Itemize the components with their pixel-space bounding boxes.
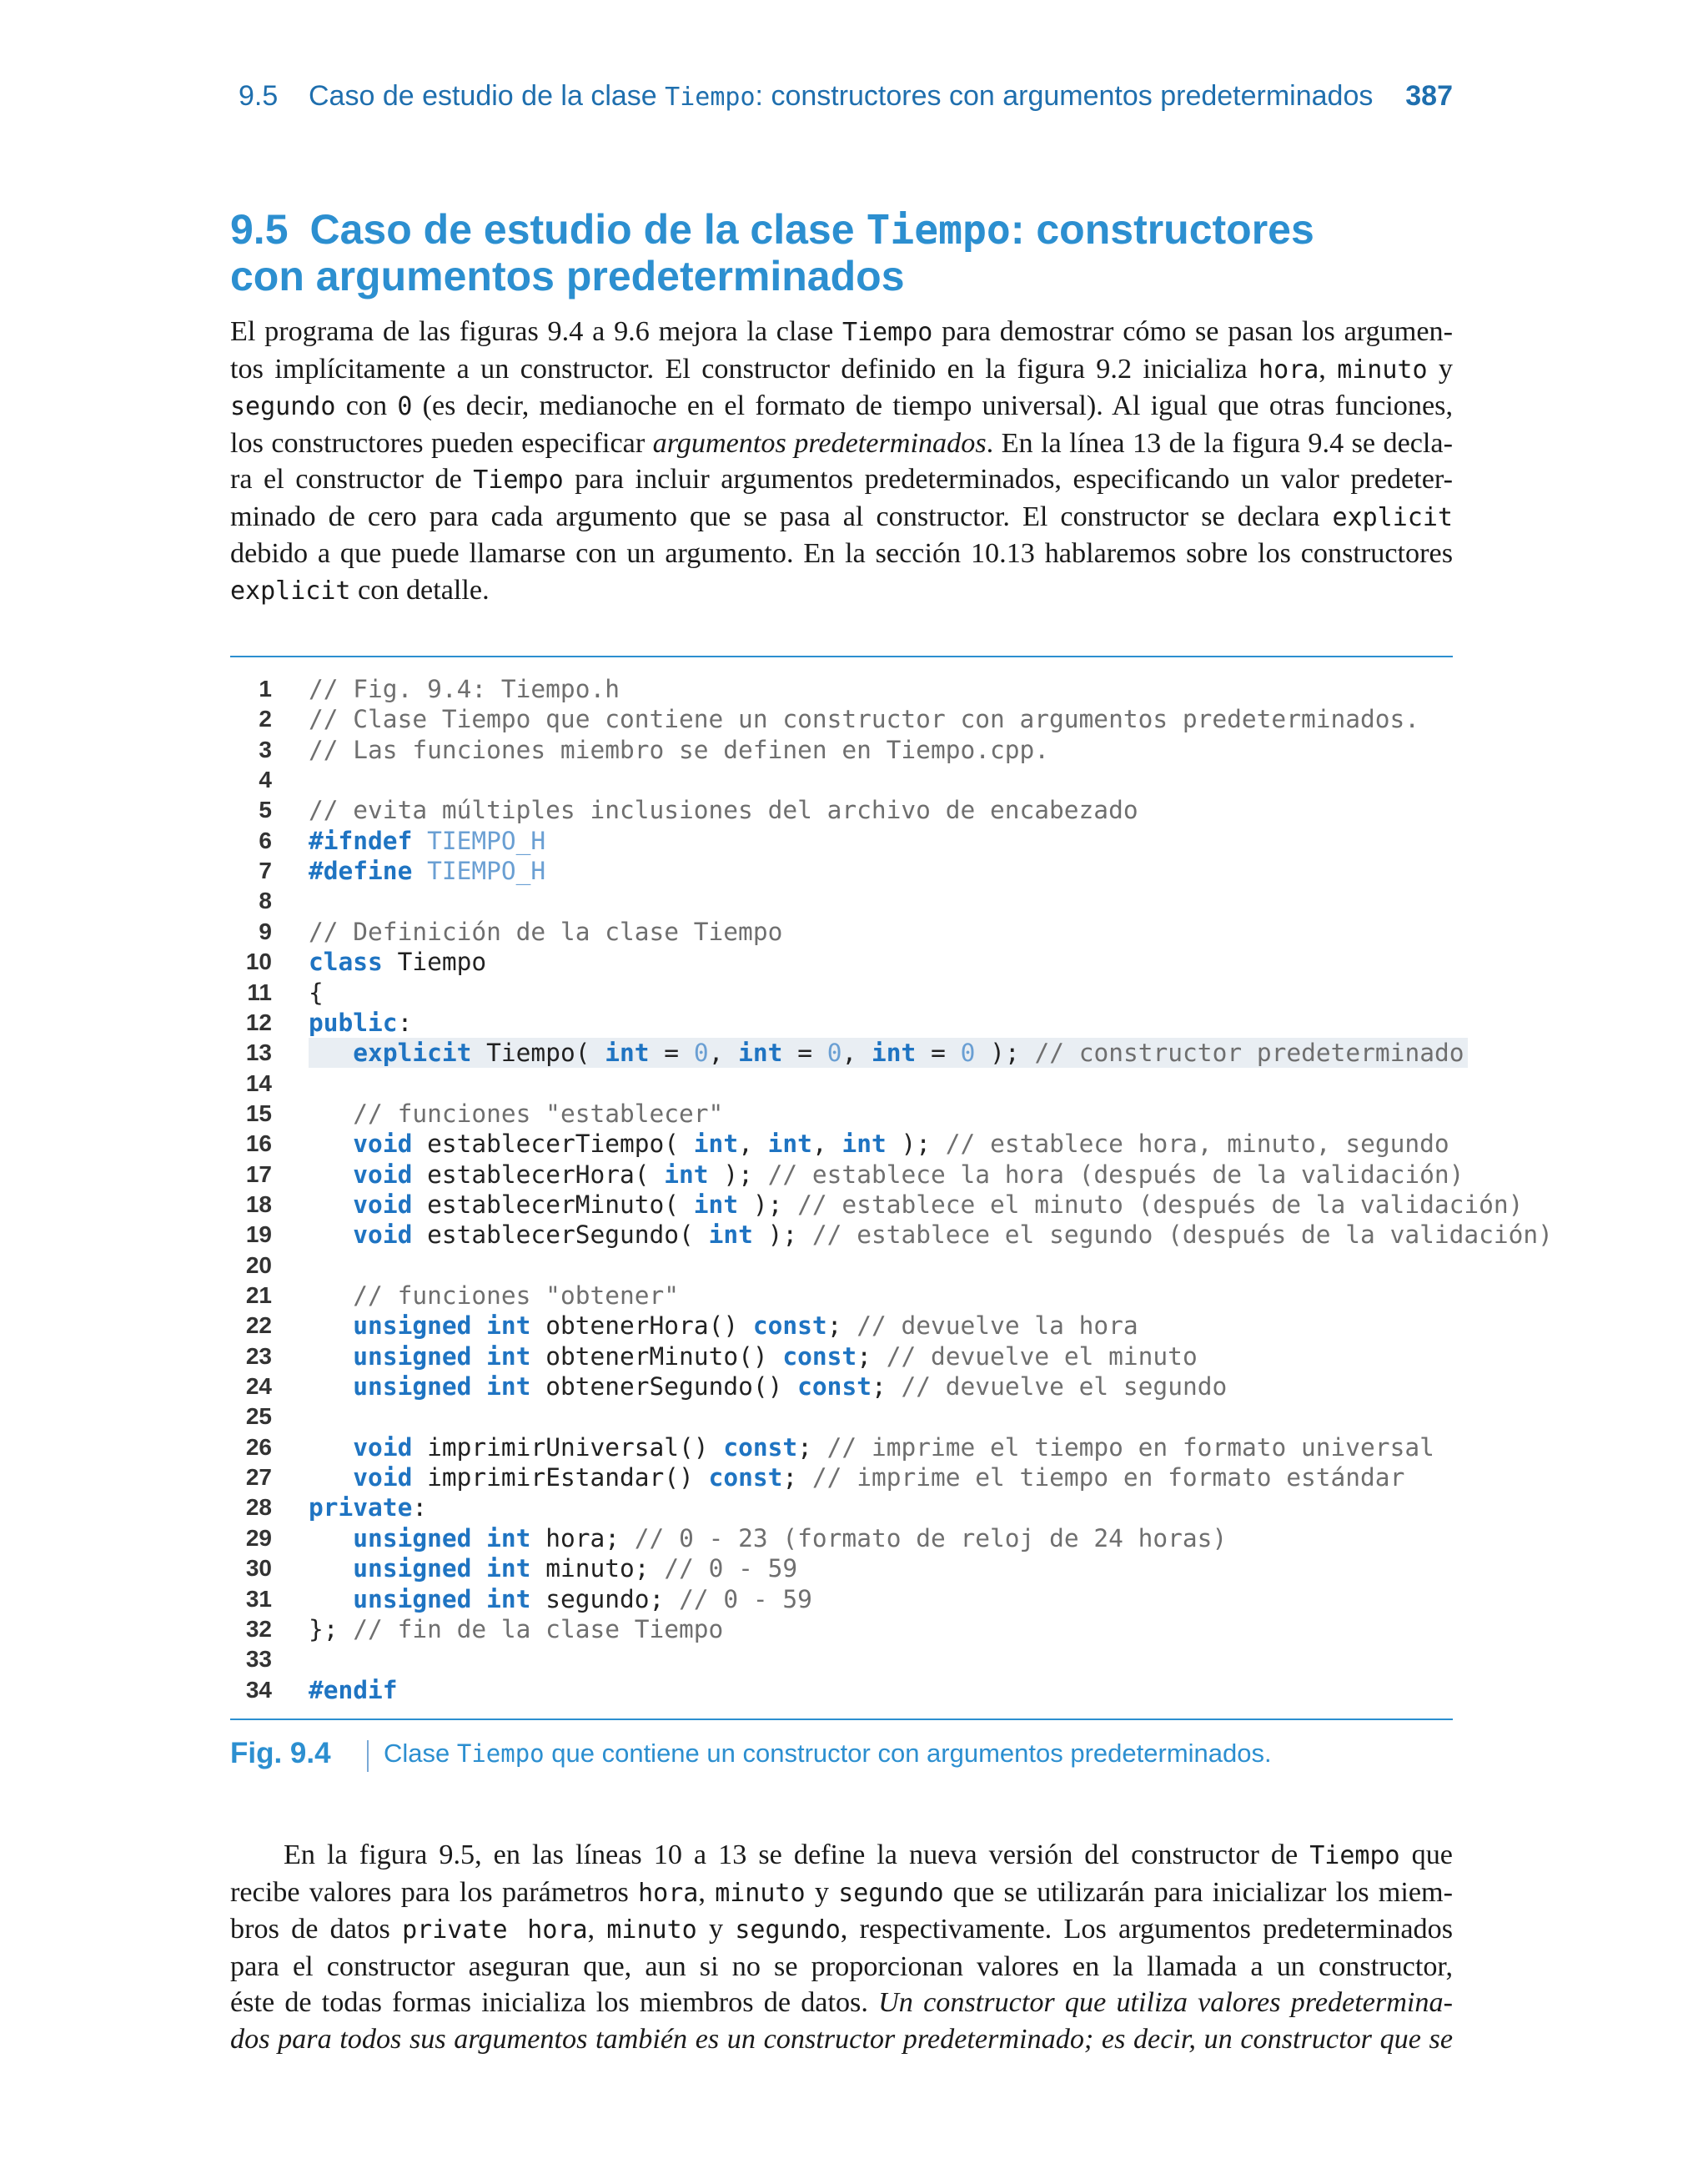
line-number: 20	[245, 1251, 272, 1278]
line-number: 30	[245, 1555, 272, 1582]
code-text: // evita múltiples inclusiones del archivo de encabezado	[309, 796, 1138, 825]
paragraph-line	[230, 314, 1453, 351]
line-number: 9	[259, 918, 272, 944]
code-text: class Tiempo	[309, 948, 487, 977]
inline-code: Tiempo	[841, 318, 933, 347]
inline-code: explicit	[230, 576, 351, 606]
text: ra el constructor de	[230, 464, 474, 495]
paragraph-line	[230, 1837, 1453, 1875]
paragraph-line	[230, 425, 1453, 462]
line-number: 16	[245, 1130, 272, 1157]
inline-code: Tiempo	[473, 465, 564, 495]
text: que	[1399, 1839, 1453, 1870]
line-number: 31	[245, 1585, 272, 1612]
figure-top-rule	[230, 656, 1453, 657]
line-number: 13	[245, 1039, 272, 1066]
text: con	[335, 390, 398, 421]
running-header-title-text-end: : constructores con argumentos predeterminados	[755, 80, 1374, 112]
running-header	[239, 80, 1453, 122]
figure-bottom-rule	[230, 1719, 1453, 1720]
text: ,	[587, 1914, 607, 1945]
text: y	[805, 1876, 839, 1908]
code-text: private:	[309, 1493, 428, 1522]
line-number: 32	[245, 1615, 272, 1642]
text: , respectivamente. Los argumentos predeterminados	[840, 1914, 1453, 1945]
text: . En la línea 13 de la figura 9.4 se decla-	[986, 427, 1453, 459]
inline-code: segundo	[838, 1878, 944, 1908]
inline-code: Tiempo	[456, 1739, 545, 1768]
text: ,	[1319, 353, 1338, 385]
code-text: void imprimirEstandar() const; // imprime el tiempo en formato estándar	[353, 1463, 1405, 1492]
inline-code: minuto	[715, 1878, 806, 1908]
text: minado de cero para cada argumento que se pasa al constructor. El constructor se declara	[230, 501, 1333, 532]
paragraph-line	[230, 461, 1453, 499]
code-text: // Definición de la clase Tiempo	[309, 917, 783, 946]
intro-paragraph	[230, 314, 1453, 609]
code-text: #ifndef TIEMPO_H	[309, 826, 546, 855]
paragraph-line	[230, 1985, 1453, 2021]
code-text: #endif	[309, 1675, 398, 1704]
inline-code: minuto	[606, 1915, 697, 1945]
caption-text	[384, 1739, 1272, 1769]
code-text: explicit Tiempo( int = 0, int = 0, int = 0 ); // constructor predeterminado	[309, 1038, 1468, 1068]
text: con detalle.	[350, 574, 490, 606]
emphasis: argumentos predeterminados	[652, 427, 987, 459]
text: recibe valores para los parámetros	[230, 1876, 639, 1908]
section-title-line-1	[230, 207, 1481, 254]
line-number: 23	[245, 1342, 272, 1369]
code-text: #define TIEMPO_H	[309, 857, 546, 886]
line-number: 28	[245, 1494, 272, 1521]
inline-code: segundo	[735, 1915, 841, 1945]
emphasis: Un constructor que utiliza valores predetermina-	[878, 1987, 1453, 2018]
inline-code: hora	[638, 1878, 699, 1908]
line-number: 18	[245, 1190, 272, 1217]
code-text: unsigned int obtenerHora() const; // devuelve la hora	[353, 1311, 1138, 1341]
line-number: 24	[245, 1373, 272, 1400]
paragraph-line: para el constructor aseguran que, aun si no se proporcionan valores en la llamada a un constructor,	[230, 1950, 1453, 1982]
line-number: 1	[259, 676, 272, 702]
paragraph-line	[230, 1875, 1453, 1912]
code-text: unsigned int obtenerMinuto() const; // devuelve el minuto	[353, 1341, 1198, 1371]
text: El programa de las figuras 9.4 a 9.6 mejora la clase	[230, 316, 842, 347]
line-number: 10	[245, 949, 272, 975]
line-number: 6	[259, 827, 272, 853]
code-text: void establecerHora( int ); // establece la hora (después de la validación)	[353, 1160, 1464, 1189]
line-number: 11	[247, 979, 272, 1005]
inline-code: segundo	[230, 392, 336, 421]
page-number: 387	[1405, 80, 1453, 112]
text: que contiene un constructor con argumentos predeterminados.	[544, 1739, 1272, 1768]
line-number: 3	[259, 736, 272, 762]
line-number: 19	[245, 1221, 272, 1248]
code-text: // Fig. 9.4: Tiempo.h	[309, 675, 620, 703]
inline-code: Tiempo	[1309, 1841, 1400, 1870]
line-number: 27	[245, 1464, 272, 1491]
paragraph-line: debido a que puede llamarse con un argumento. En la sección 10.13 hablaremos sobre los constructores	[230, 538, 1453, 569]
text: tos implícitamente a un constructor. El constructor definido en la figura 9.2 inicializa	[230, 353, 1259, 385]
code-text: // funciones "obtener"	[353, 1281, 680, 1310]
paragraph-line	[230, 572, 1453, 610]
line-number: 22	[245, 1312, 272, 1339]
figure-caption	[230, 1737, 1453, 1777]
line-number: 17	[245, 1160, 272, 1187]
emphasis: dos para todos sus argumentos también es un constructor predeterminado; es decir, un constructor que se	[230, 2023, 1453, 2055]
code-text: }; // fin de la clase Tiempo	[309, 1614, 724, 1643]
text: y	[1427, 353, 1454, 385]
code-text: unsigned int obtenerSegundo() const; // devuelve el segundo	[353, 1372, 1228, 1402]
code-text: void imprimirUniversal() const; // imprime el tiempo en formato universal	[353, 1432, 1434, 1462]
inline-code: minuto	[1337, 355, 1428, 385]
inline-code: explicit	[1332, 502, 1453, 532]
line-number: 21	[245, 1282, 272, 1308]
text: En la figura 9.5, en las líneas 10 a 13 se define la nueva versión del constructor de	[284, 1839, 1310, 1870]
code-text: void establecerSegundo( int ); // establece el segundo (después de la validación)	[353, 1220, 1553, 1250]
text: para incluir argumentos predeterminados, especificando un valor predeter-	[563, 464, 1453, 495]
line-number: 33	[245, 1646, 272, 1673]
inline-code: hora	[1258, 355, 1319, 385]
text: que se utilizarán para inicializar los miem-	[943, 1876, 1454, 1908]
code-text: unsigned int hora; // 0 - 23 (formato de reloj de 24 horas)	[353, 1523, 1228, 1552]
line-number: 12	[245, 1009, 272, 1035]
paragraph-line	[230, 499, 1453, 536]
paragraph-line	[230, 351, 1453, 389]
inline-code: private hora	[402, 1915, 588, 1945]
line-number: 15	[245, 1100, 272, 1126]
section-title-code: Tiempo	[866, 207, 1011, 254]
text: Clase	[384, 1739, 457, 1768]
code-text: unsigned int segundo; // 0 - 59	[353, 1584, 812, 1613]
line-number: 4	[259, 767, 272, 793]
figure-label: Fig. 9.4	[230, 1737, 331, 1769]
paragraph-line	[230, 388, 1453, 425]
running-header-section-number: 9.5	[239, 80, 279, 112]
line-number: 34	[245, 1676, 272, 1703]
body-paragraph	[230, 1837, 1453, 2057]
text: y	[696, 1914, 736, 1945]
line-number: 7	[259, 858, 272, 884]
text: los constructores pueden especificar	[230, 427, 653, 459]
code-listing	[230, 674, 1553, 1705]
text: para demostrar cómo se pasan los argumen-	[932, 316, 1453, 347]
line-number: 8	[259, 888, 272, 914]
code-text: {	[309, 978, 324, 1007]
code-text: // Clase Tiempo que contiene un constructor con argumentos predeterminados.	[309, 705, 1420, 734]
section-title-text-end: : constructores	[1010, 206, 1314, 253]
line-number: 2	[259, 706, 272, 732]
running-header-title	[309, 80, 1373, 113]
section-title	[230, 207, 1481, 299]
section-title-line-2: con argumentos predeterminados	[230, 253, 905, 299]
code-text: void establecerTiempo( int, int, int ); // establece hora, minuto, segundo	[353, 1130, 1449, 1159]
code-text: unsigned int minuto; // 0 - 59	[353, 1554, 798, 1583]
paragraph-line	[230, 1911, 1453, 1949]
code-text: void establecerMinuto( int ); // establece el minuto (después de la validación)	[353, 1190, 1524, 1219]
line-number: 5	[259, 797, 272, 823]
paragraph-line	[230, 2021, 1453, 2058]
caption-divider	[367, 1740, 369, 1772]
running-header-title-code: Tiempo	[665, 83, 756, 112]
code-text: public:	[309, 1008, 413, 1037]
section-title-text: Caso de estudio de la clase	[309, 206, 867, 253]
text: (es decir, medianoche en el formato de tiempo universal). Al igual que otras funciones,	[412, 390, 1453, 421]
code-text: // funciones "establecer"	[353, 1099, 724, 1128]
inline-code: 0	[397, 392, 413, 421]
text: ,	[698, 1876, 716, 1908]
code-text: // Las funciones miembro se definen en Tiempo.cpp.	[309, 735, 1050, 764]
running-header-title-text: Caso de estudio de la clase	[309, 80, 666, 112]
section-number: 9.5	[230, 206, 289, 253]
line-number: 26	[245, 1433, 272, 1460]
line-number: 29	[245, 1524, 272, 1551]
line-number: 25	[245, 1403, 272, 1430]
text: éste de todas formas inicializa los miembros de datos.	[230, 1987, 879, 2018]
line-number: 14	[245, 1069, 272, 1096]
text: bros de datos	[230, 1914, 403, 1945]
